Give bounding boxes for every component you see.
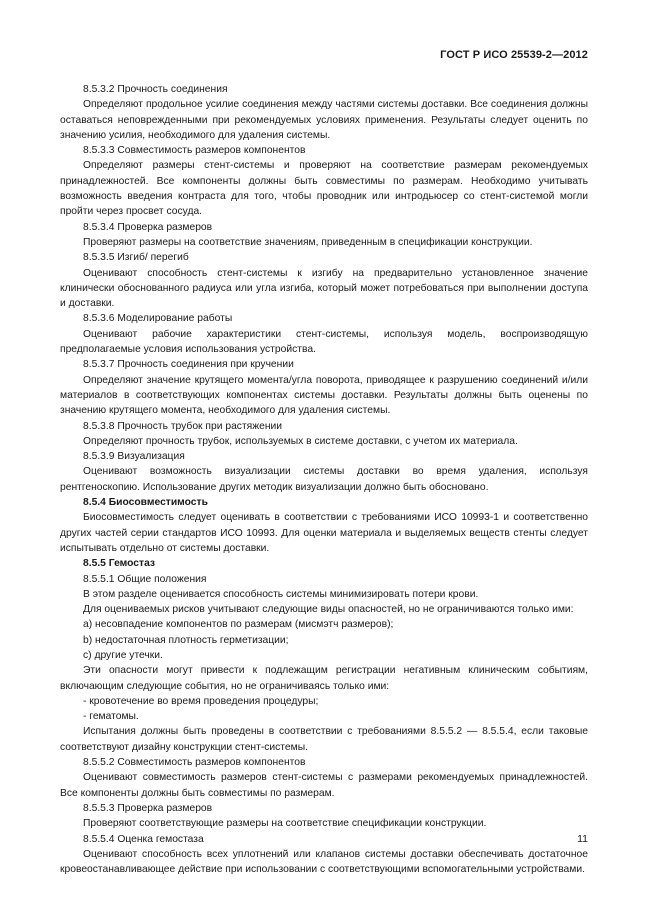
heading-8-5-3-4: 8.5.3.4 Проверка размеров bbox=[83, 221, 213, 233]
heading-8-5-3-9: 8.5.3.9 Визуализация bbox=[83, 451, 185, 463]
heading-8-5-5-1: 8.5.5.1 Общие положения bbox=[83, 573, 207, 585]
heading-8-5-3-6: 8.5.3.6 Моделирование работы bbox=[83, 313, 233, 325]
paragraph: Определяют прочность трубок, используемых в системе доставки, с учетом их материала. bbox=[83, 435, 518, 447]
paragraph: Оценивают совместимость размеров стент-системы с размерами рекомендуемых принадлежностей. Все компоненты должны быть совместимы по размерам. bbox=[60, 772, 588, 799]
list-item: a) несовпадение компонентов по размерам (мисмэтч размеров); bbox=[83, 619, 394, 631]
document-body bbox=[60, 82, 588, 877]
paragraph: Определяют значение крутящего момента/угла поворота, приводящее к разрушению соединений и/или материалов в соответствующих компонентах системы доставки. Результаты должны быть оценены по значению крутящего момента, необходимого для удаления системы. bbox=[60, 374, 588, 417]
paragraph: Проверяют соответствующие размеры на соответствие спецификации конструкции. bbox=[83, 818, 487, 830]
heading-8-5-3-7: 8.5.3.7 Прочность соединения при кручении bbox=[83, 359, 294, 371]
paragraph: Определяют размеры стент-системы и проверяют на соответствие размерам рекомендуемых принадлежностей. Все компоненты должны быть совместимы по размерам. Необходимо учитывать возможность введения контраста для того, чтобы проводник или интродьюсер со стент-системой могли пройти через просвет сосуда. bbox=[60, 160, 588, 218]
heading-8-5-5: 8.5.5 Гемостаз bbox=[83, 558, 156, 570]
paragraph: Оценивают рабочие характеристики стент-системы, используя модель, воспроизводящую предполагаемые условия использования устройства. bbox=[60, 328, 588, 356]
paragraph: Оценивают способность стент-системы к изгибу на предварительно установленное значение клинически обоснованного радиуса или угла изгиба, который может потребоваться при выполнении доступа и доставки. bbox=[60, 267, 588, 310]
heading-8-5-3-3: 8.5.3.3 Совместимость размеров компонентов bbox=[83, 145, 306, 157]
heading-8-5-3-8: 8.5.3.8 Прочность трубок при растяжении bbox=[83, 420, 283, 432]
heading-8-5-3-2: 8.5.3.2 Прочность соединения bbox=[83, 84, 228, 95]
paragraph: Оценивают способность всех уплотнений или клапанов системы доставки обеспечивать достаточное кровеостанавливающее действие при использовании с соответствующими вспомогательными устройствами. bbox=[60, 848, 588, 876]
paragraph: В этом разделе оценивается способность системы минимизировать потери крови. bbox=[83, 588, 479, 600]
paragraph: Эти опасности могут привести к подлежащим регистрации негативным клиническим событиям, включающим следующие события, но не ограничиваясь только ими: bbox=[60, 665, 588, 692]
page-number: 11 bbox=[577, 833, 588, 845]
heading-8-5-5-3: 8.5.5.3 Проверка размеров bbox=[83, 802, 213, 814]
paragraph: Биосовместимость следует оценивать в соответствии с требованиями ИСО 10993-1 и соответственно других частей серии стандартов ИСО 10993. Для оценки материала и выделяемых веществ стенты следует испытывать отдельно от системы доставки. bbox=[60, 512, 588, 554]
paragraph: Оценивают возможность визуализации системы доставки во время удаления, используя рентгеноскопию. Использование других методик визуализации должно быть обосновано. bbox=[60, 466, 588, 493]
standard-header: ГОСТ Р ИСО 25539-2—2012 bbox=[440, 49, 588, 61]
paragraph: Проверяют размеры на соответствие значениям, приведенным в спецификации конструкции. bbox=[83, 236, 533, 248]
paragraph: Испытания должны быть проведены в соответствии с требованиями 8.5.5.2 — 8.5.5.4, если таковые соответствуют дизайну конструкции стент-системы. bbox=[60, 726, 588, 753]
list-item: b) недостаточная плотность герметизации; bbox=[83, 634, 289, 646]
heading-8-5-5-4: 8.5.5.4 Оценка гемостаза bbox=[83, 833, 204, 845]
list-item: c) другие утечки. bbox=[83, 649, 163, 661]
list-item: - кровотечение во время проведения процедуры; bbox=[83, 695, 319, 707]
list-item: - гематомы. bbox=[83, 711, 139, 723]
heading-8-5-4: 8.5.4 Биосовместимость bbox=[83, 497, 208, 509]
heading-8-5-3-5: 8.5.3.5 Изгиб/ перегиб bbox=[83, 252, 189, 264]
paragraph: Для оцениваемых рисков учитывают следующие виды опасностей, но не ограничиваются только ими: bbox=[83, 604, 574, 616]
paragraph: Определяют продольное усилие соединения между частями системы доставки. Все соединения должны оставаться неповрежденными при рекомендуемых условиях применения. Результаты следует оценить по значению усилия, необходимого для удаления системы. bbox=[60, 99, 588, 141]
heading-8-5-5-2: 8.5.5.2 Совместимость размеров компонентов bbox=[83, 757, 306, 769]
